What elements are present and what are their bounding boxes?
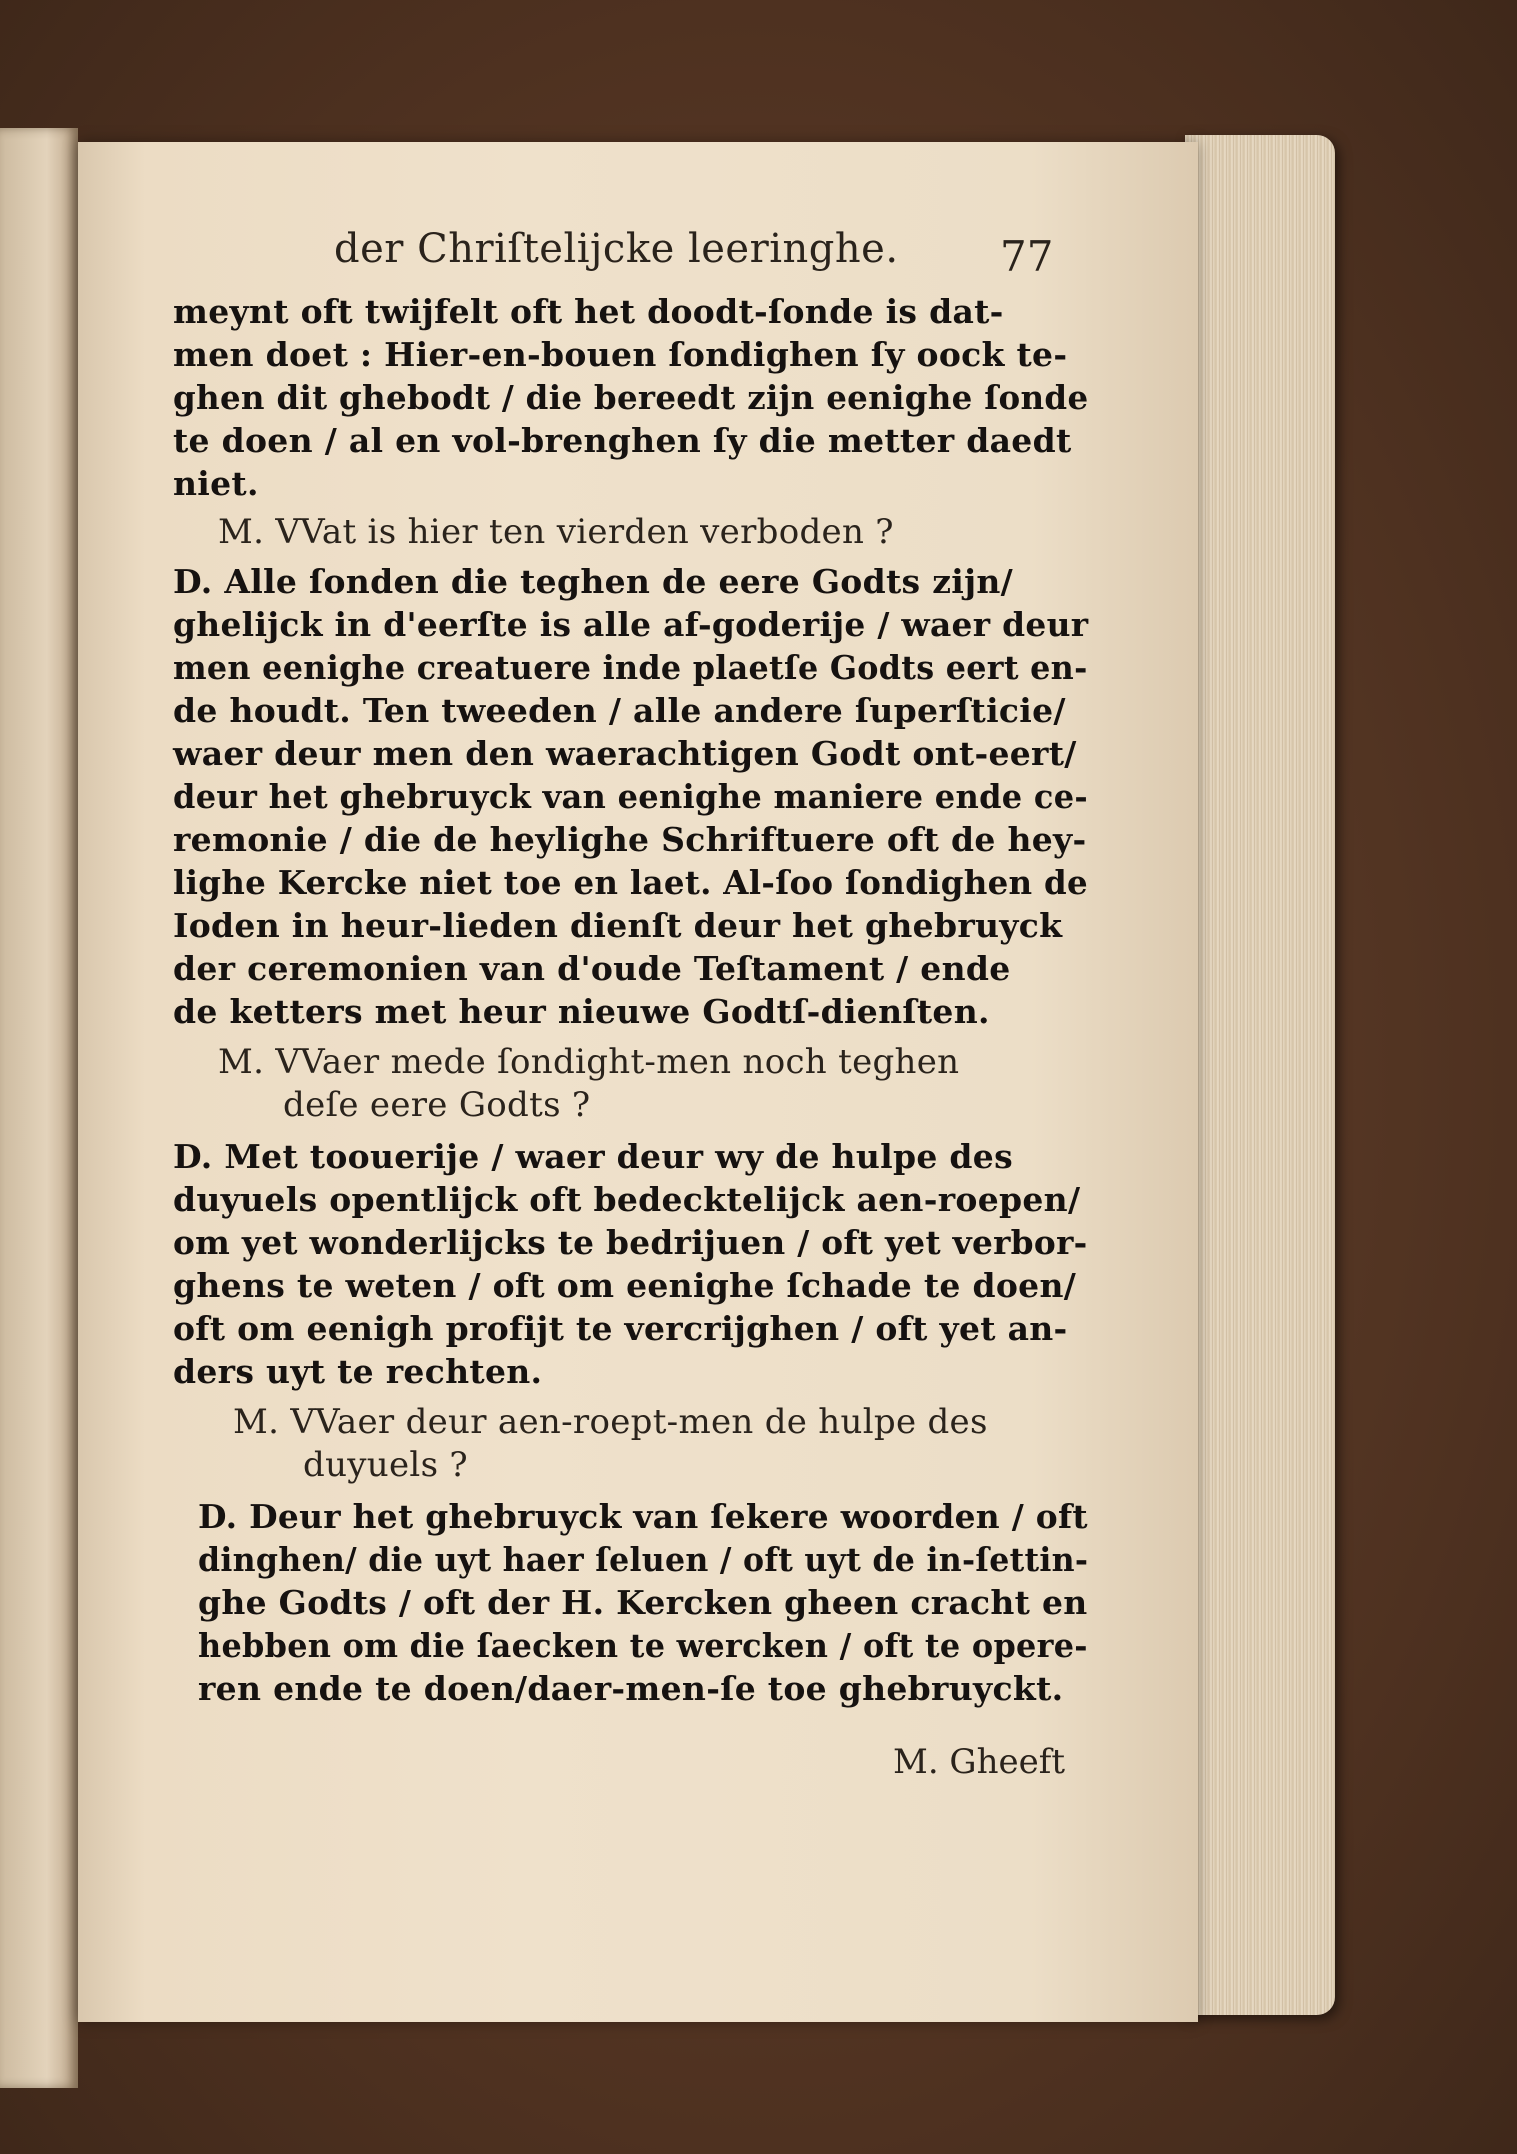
running-title: der Chriſtelijcke leeringhe. [334,226,899,272]
body-line: de houdt. Ten tweeden / alle andere ſuperſticie/ [173,691,1066,730]
question-line: deſe eere Godts ? [283,1085,591,1125]
body-line: der ceremonien van d'oude Teſtament / ende [173,949,1011,988]
body-line: oft om eenigh profijt te vercrijghen / oft yet an- [173,1309,1068,1348]
body-line: D. Met toouerije / waer deur wy de hulpe des [173,1137,1013,1176]
question-line: M. VVaer deur aen-roept-men de hulpe des [233,1402,988,1442]
page-text [78,142,1198,2022]
body-line: hebben om die ſaecken te wercken / oft te opere- [198,1626,1088,1665]
body-line: de ketters met heur nieuwe Godtſ-dienſten. [173,992,990,1031]
body-line: lighe Kercke niet toe en laet. Al-ſoo ſondighen de [173,863,1089,902]
body-line: ghens te weten / oft om eenighe ſchade te doen/ [173,1266,1077,1305]
body-line: dinghen/ die uyt haer ſeluen / oft uyt de in-ſettin- [198,1540,1089,1579]
catchword: M. Gheeft [893,1742,1065,1782]
body-line: meynt oft twijfelt oft het doodt-ſonde is dat- [173,292,1004,331]
body-line: duyuels opentlijck oft bedecktelijck aen-roepen/ [173,1180,1081,1219]
body-line: men doet : Hier-en-bouen ſondighen ſy oock te- [173,335,1068,374]
body-line: men eenighe creatuere inde plaetſe Godts eert en- [173,648,1088,687]
body-line: ghe Godts / oft der H. Kercken gheen cracht en [198,1583,1088,1622]
body-line: te doen / al en vol-brenghen ſy die metter daedt [173,421,1072,460]
body-line: D. Deur het ghebruyck van ſekere woorden / oft [198,1497,1088,1536]
body-line: remonie / die de heylighe Schriftuere oft de hey- [173,820,1087,859]
body-line: waer deur men den waerachtigen Godt ont-eert/ [173,734,1077,773]
body-line: ghelijck in d'eerſte is alle af-goderije / waer deur [173,605,1089,644]
question-line: M. VVaer mede ſondight-men noch teghen [218,1042,960,1082]
body-line: D. Alle ſonden die teghen de eere Godts zijn/ [173,562,1013,601]
body-line: Ioden in heur-lieden dienſt deur het ghebruyck [173,906,1063,945]
question-line: duyuels ? [303,1445,468,1485]
body-line: ren ende te doen/daer-men-ſe toe ghebruyckt. [198,1669,1064,1708]
body-line: ders uyt te rechten. [173,1352,543,1391]
book-page [78,142,1198,2022]
body-line: deur het ghebruyck van eenighe maniere ende ce- [173,777,1088,816]
body-line: om yet wonderlijcks te bedrijuen / oft yet verbor- [173,1223,1088,1262]
page-block-edges [1185,135,1335,2015]
left-page-edge [0,128,78,2088]
question-line: M. VVat is hier ten vierden verboden ? [218,512,894,552]
body-line: niet. [173,464,259,503]
body-line: ghen dit ghebodt / die bereedt zijn eenighe ſonde [173,378,1089,417]
page-number: 77 [1000,232,1054,281]
